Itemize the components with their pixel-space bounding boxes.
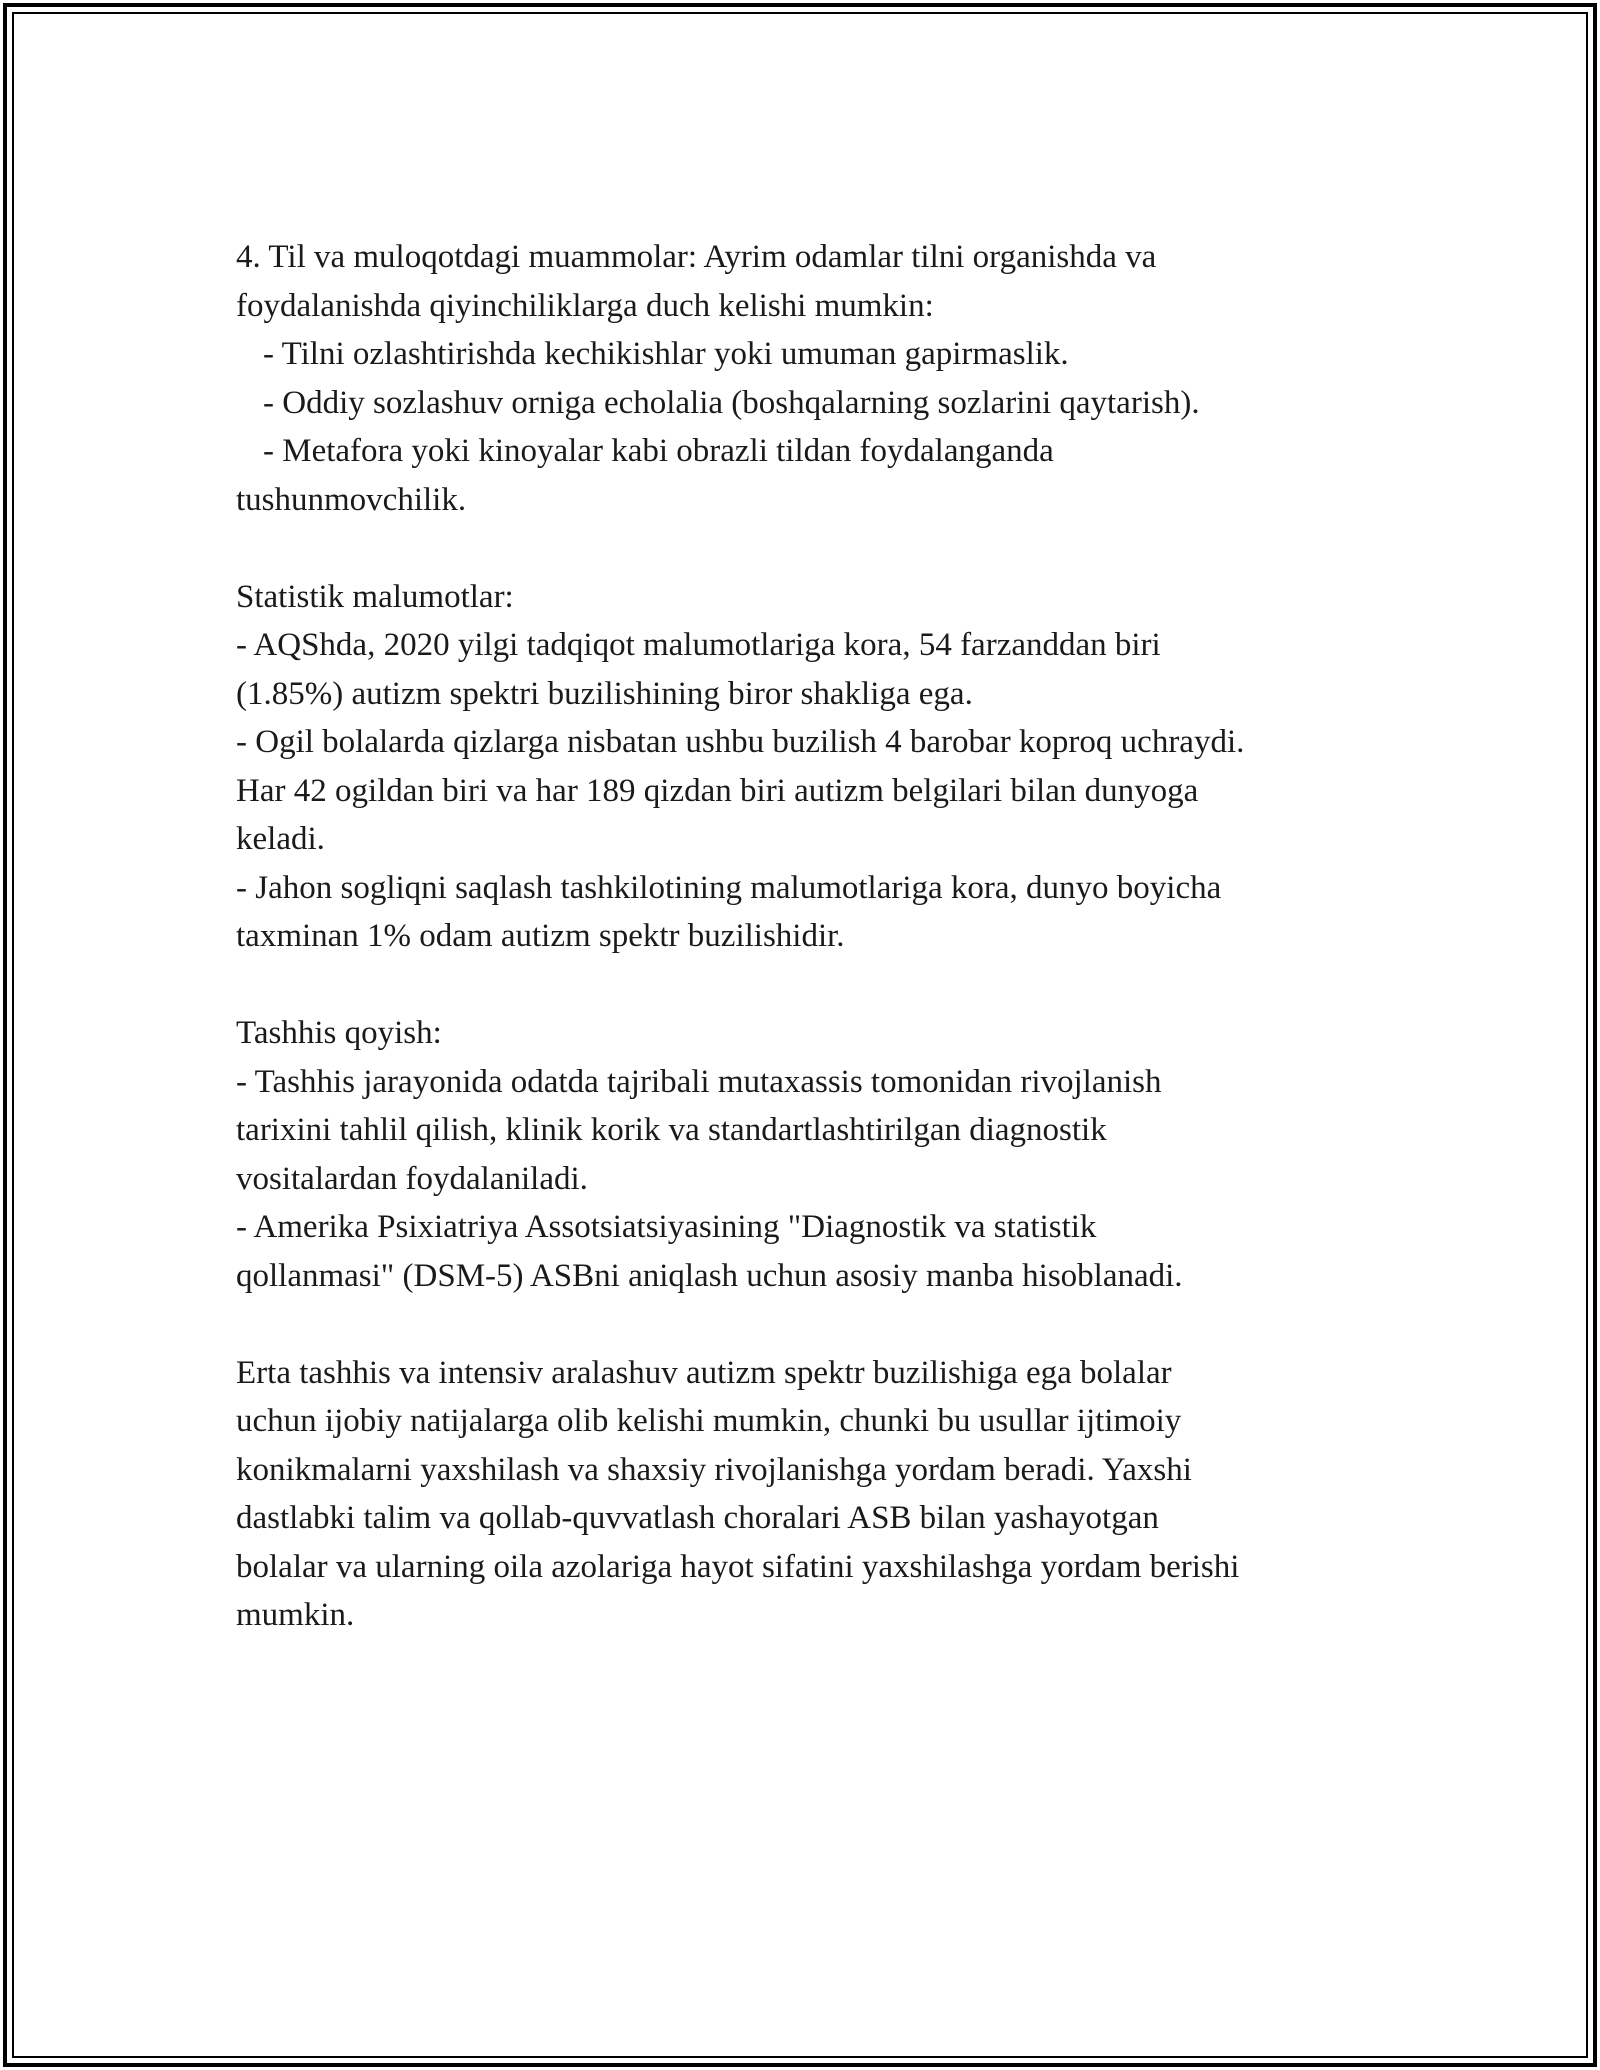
list-item-continuation: qollanmasi" (DSM-5) ASBni aniqlash uchun asosiy manba hisoblanadi.	[236, 1257, 1183, 1294]
list-item-continuation: vositalardan foydalaniladi.	[236, 1160, 588, 1197]
list-item-continuation: (1.85%) autizm spektri buzilishining biror shakliga ega.	[236, 675, 973, 712]
paragraph-line: Erta tashhis va intensiv aralashuv autizm spektr buzilishiga ega bolalar	[236, 1354, 1172, 1391]
list-item: - Tilni ozlashtirishda kechikishlar yoki umuman gapirmaslik.	[263, 336, 1069, 372]
list-item: - Amerika Psixiatriya Assotsiatsiyasining "Diagnostik va statistik	[236, 1209, 1097, 1245]
paragraph-line: bolalar va ularning oila azolariga hayot sifatini yaxshilashga yordam berishi	[236, 1548, 1240, 1585]
paragraph-line: konikmalarni yaxshilash va shaxsiy rivojlanishga yordam beradi. Yaxshi	[236, 1451, 1192, 1488]
list-item-continuation: Har 42 ogildan biri va har 189 qizdan biri autizm belgilari bilan dunyoga	[236, 772, 1199, 809]
statistics-section	[236, 573, 1366, 961]
section-heading-line: 4. Til va muloqotdagi muammolar: Ayrim odamlar tilni organishda va	[236, 239, 1157, 275]
list-item-continuation: keladi.	[236, 821, 325, 857]
diagnosis-section	[236, 1009, 1366, 1300]
paragraph-gap	[236, 1300, 1366, 1349]
list-item: - Metafora yoki kinoyalar kabi obrazli tildan foydalanganda	[263, 433, 1054, 469]
paragraph-gap	[236, 961, 1366, 1010]
list-item-continuation: tushunmovchilik.	[236, 481, 467, 518]
list-item: - Jahon sogliqni saqlash tashkilotining malumotlariga kora, dunyo boyicha	[236, 869, 1222, 906]
paragraph-line: mumkin.	[236, 1597, 355, 1633]
section-title: Statistik malumotlar:	[236, 578, 514, 615]
paragraph-line: dastlabki talim va qollab-quvvatlash choralari ASB bilan yashayotgan	[236, 1500, 1159, 1536]
list-item: - Tashhis jarayonida odatda tajribali mutaxassis tomonidan rivojlanish	[236, 1063, 1162, 1100]
list-item-continuation: tarixini tahlil qilish, klinik korik va standartlashtirilgan diagnostik	[236, 1112, 1107, 1148]
paragraph-gap	[236, 524, 1366, 573]
list-item: - Ogil bolalarda qizlarga nisbatan ushbu buzilish 4 barobar koproq uchraydi.	[236, 724, 1245, 760]
document-body	[236, 233, 1366, 1640]
section-heading-line: foydalanishda qiyinchiliklarga duch kelishi mumkin:	[236, 287, 934, 324]
list-item: - AQShda, 2020 yilgi tadqiqot malumotlariga kora, 54 farzanddan biri	[236, 627, 1161, 663]
section-title: Tashhis qoyish:	[236, 1015, 442, 1051]
list-item: - Oddiy sozlashuv orniga echolalia (boshqalarning sozlarini qaytarish).	[263, 384, 1200, 421]
list-item-continuation: taxminan 1% odam autizm spektr buzilishidir.	[236, 918, 845, 954]
paragraph-line: uchun ijobiy natijalarga olib kelishi mumkin, chunki bu usullar ijtimoiy	[236, 1403, 1182, 1439]
language-problems-section	[236, 233, 1366, 524]
conclusion-paragraph	[236, 1349, 1366, 1640]
